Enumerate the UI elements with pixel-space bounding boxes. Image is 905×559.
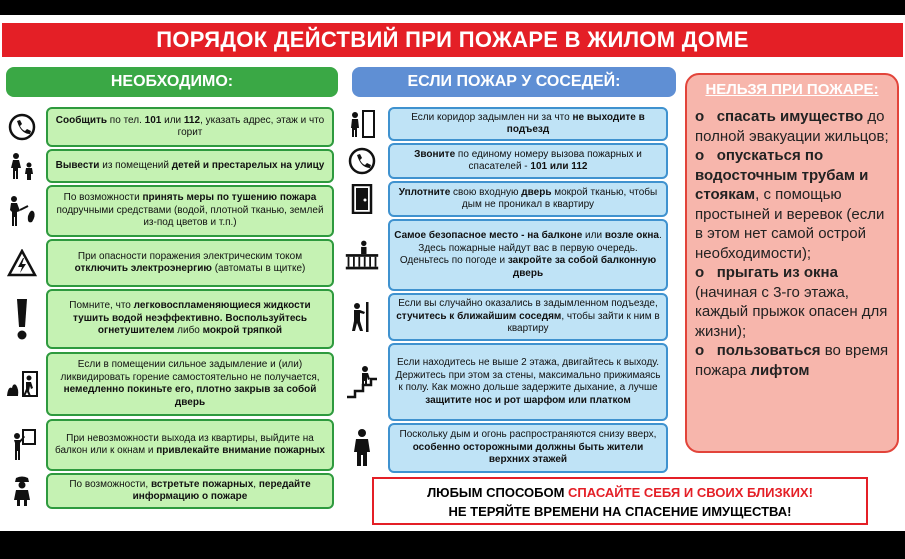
bottom-line-2: НЕ ТЕРЯЙТЕ ВРЕМЕНИ НА СПАСЕНИЕ ИМУЩЕСТВА! [448,504,792,519]
door-person-icon [344,107,380,141]
exclamation-icon [4,289,40,349]
bottom-warning [372,477,868,525]
middle-item-corridor: Если коридор задымлен ни за что не выходите в подъезд [388,107,668,141]
phone-icon [344,143,380,179]
prohibited-item: o прыгать из окна (начиная с 3-го этажа, каждый прыжок опасен для жизни); [695,264,888,340]
left-item-flammable: Помните, что легковоспламеняющиеся жидкости тушить водой неэффективно. Воспользуйтесь огнетушителем либо мокрой тряпкой [46,289,334,349]
middle-item-call: Звоните по единому номеру вызова пожарных и спасателей - 101 или 112 [388,143,668,179]
middle-item-upper-floors: Поскольку дым и огонь распространяются снизу вверх, особенно осторожными должны быть жители верхних этажей [388,423,668,473]
left-item-call: Сообщить по тел. 101 или 112, указать адрес, этаж и что горит [46,107,334,147]
person-icon [344,423,380,473]
left-column-header: НЕОБХОДИМО: [6,67,338,97]
stairs-icon [344,343,380,421]
left-item-leave-room: Если в помещении сильное задымление и (или) ликвидировать горение самостоятельно не получается, немедленно покиньте его, плотно закрыв за собой дверь [46,352,334,416]
middle-item-balcony: Самое безопасное место - на балконе или возле окна. Здесь пожарные найдут вас в первую очередь. Оденьтесь по погоде и закройте за собой балконную дверь [388,219,668,291]
high-voltage-icon [4,239,40,287]
prohibited-item: o спасать имущество до полной эвакуации жильцов; [695,108,889,145]
middle-item-knock-neighbors: Если вы случайно оказались в задымленном подъезде, стучитесь к ближайшим соседям, чтобы зайти к ним в квартиру [388,293,668,341]
door-icon [344,181,380,217]
left-item-balcony: При невозможности выхода из квартиры, выйдите на балкон или к окнам и привлекайте внимание пожарных [46,419,334,471]
left-item-evacuate: Вывести из помещений детей и престарелых на улицу [46,149,334,183]
poster [0,15,905,531]
middle-column-header: ЕСЛИ ПОЖАР У СОСЕДЕЙ: [352,67,676,97]
firefighter-icon [4,473,40,509]
balcony-icon [344,219,380,291]
left-item-power: При опасности поражения электрическим током отключить электроэнергию (автоматы в щитке) [46,239,334,287]
exit-fire-icon [4,352,40,416]
prohibited-header: НЕЛЬЗЯ ПРИ ПОЖАРЕ: [705,81,879,98]
prohibited-item: o опускаться по водосточным трубам и стоякам, с помощью простыней и веревок (если в этом нет самой острой необходимости); [695,147,885,262]
knock-icon [344,293,380,341]
adult-child-icon [4,149,40,183]
left-item-meet-firefighters: По возможности, встретьте пожарных, передайте информацию о пожаре [46,473,334,509]
extinguish-icon [4,185,40,237]
window-person-icon [4,419,40,471]
left-item-extinguish: По возможности принять меры по тушению пожара подручными средствами (водой, плотной тканью, землей из-под цветов и т.п.) [46,185,334,237]
middle-item-seal-door: Уплотните свою входную дверь мокрой тканью, чтобы дым не проникал в квартиру [388,181,668,217]
bottom-line-1: ЛЮБЫМ СПОСОБОМ СПАСАЙТЕ СЕБЯ И СВОИХ БЛИЗКИХ! [427,485,813,500]
phone-icon [4,107,40,147]
prohibited-panel [685,73,899,453]
middle-item-low-floor: Если находитесь не выше 2 этажа, двигайтесь к выходу. Держитесь при этом за стены, максимально прижимаясь к полу. Как можно дольше задержите дыхание, а лучше защитите нос и рот шарфом или платком [388,343,668,421]
prohibited-list [695,107,895,380]
prohibited-item: o пользоваться во время пожара лифтом [695,342,889,379]
poster-title: ПОРЯДОК ДЕЙСТВИЙ ПРИ ПОЖАРЕ В ЖИЛОМ ДОМЕ [2,23,903,57]
